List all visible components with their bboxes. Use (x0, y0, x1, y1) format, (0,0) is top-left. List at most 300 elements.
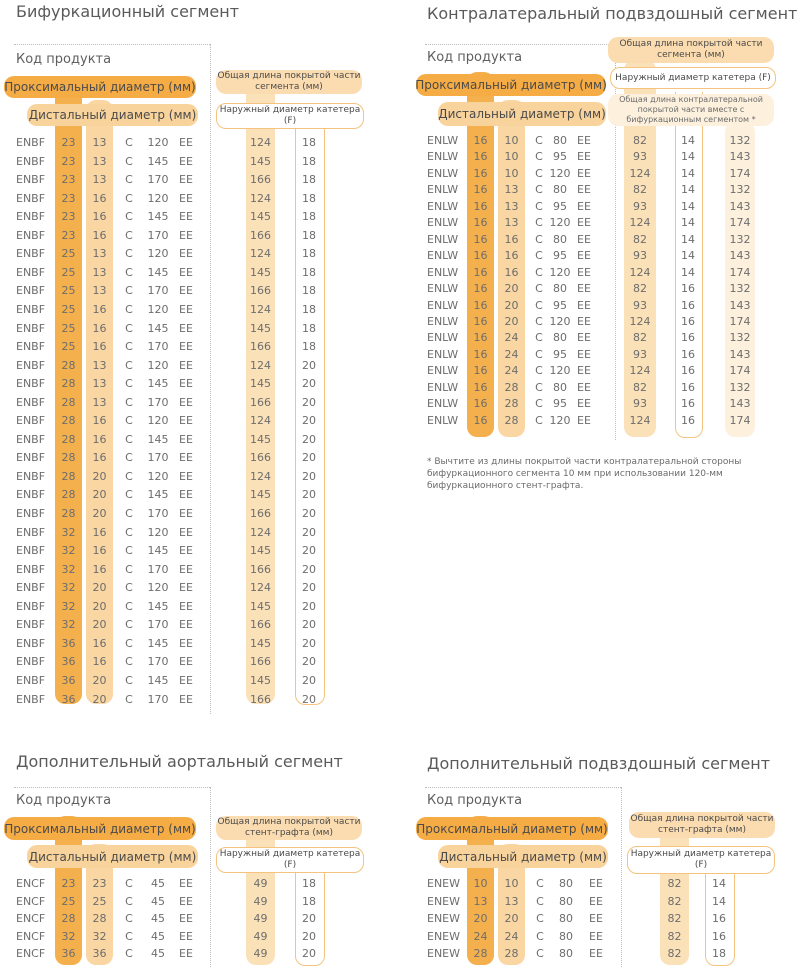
covered-length-cell: 49 (253, 912, 268, 926)
table-row (0, 618, 380, 635)
length-cell: 120 (147, 247, 169, 261)
covered-length-cell: 82 (667, 912, 682, 926)
catheter-diameter-cell: 16 (681, 380, 695, 394)
catheter-diameter-cell: 20 (302, 432, 316, 446)
proximal-diameter-cell: 10 (473, 877, 488, 890)
covered-length-cell: 166 (250, 562, 271, 576)
distal-diameter-cell: 13 (92, 136, 107, 149)
type-cell: C (535, 397, 543, 411)
type-cell: C (125, 488, 133, 502)
length-cell: 45 (151, 912, 165, 926)
product-code-cell: ENBF (16, 173, 46, 187)
suffix-cell: EE (179, 599, 193, 613)
catheter-diameter-cell: 20 (302, 673, 316, 687)
catheter-diameter-cell: 14 (712, 894, 726, 908)
type-cell: C (125, 451, 133, 465)
catheter-diameter-cell: 20 (302, 912, 316, 926)
type-cell: C (535, 298, 543, 312)
length-cell: 120 (147, 525, 169, 539)
proximal-diameter-cell: 23 (61, 154, 76, 168)
distal-diameter-cell: 10 (504, 166, 519, 180)
proximal-diameter-cell: 36 (61, 947, 76, 961)
covered-length-cell: 124 (250, 469, 271, 483)
table-row (0, 303, 380, 320)
type-cell: C (125, 191, 133, 205)
product-code-cell: ENBF (16, 432, 46, 446)
type-cell: C (536, 947, 544, 961)
covered-length-cell: 49 (253, 947, 268, 961)
product-code-cell: ENLW (427, 150, 459, 164)
distal-diameter-cell: 13 (92, 395, 107, 409)
length-cell: 120 (147, 414, 169, 428)
type-cell: C (535, 265, 543, 279)
product-code-cell: ENBF (16, 302, 46, 316)
suffix-cell: EE (179, 210, 193, 224)
type-cell: C (536, 877, 544, 890)
distal-diameter-cell: 16 (92, 451, 107, 465)
product-code-cell: ENLW (427, 282, 459, 296)
covered-length-cell: 93 (633, 199, 647, 213)
product-code-label: Код продукта (16, 52, 112, 67)
suffix-cell: EE (179, 265, 193, 279)
catheter-diameter-header: Наружный диаметр катетера (F) (216, 103, 364, 129)
distal-diameter-cell: 32 (92, 929, 107, 943)
product-code-cell: ENCF (16, 877, 46, 890)
catheter-diameter-cell: 18 (302, 154, 316, 168)
suffix-cell: EE (179, 636, 193, 650)
product-code-label: Код продукта (427, 50, 523, 65)
type-cell: C (125, 525, 133, 539)
suffix-cell: EE (577, 347, 591, 361)
proximal-diameter-cell: 32 (61, 544, 76, 558)
type-cell: C (535, 331, 543, 345)
product-code-cell: ENLW (427, 183, 459, 197)
product-code-cell: ENCF (16, 947, 46, 961)
product-code-label: Код продукта (427, 793, 523, 808)
product-code-cell: ENBF (16, 228, 46, 242)
catheter-diameter-cell: 14 (681, 166, 695, 180)
type-cell: C (535, 199, 543, 213)
length-cell: 170 (147, 284, 169, 298)
catheter-diameter-cell: 18 (302, 210, 316, 224)
distal-diameter-cell: 20 (92, 692, 107, 706)
catheter-diameter-cell: 20 (302, 544, 316, 558)
product-code-cell: ENBF (16, 247, 46, 261)
proximal-diameter-cell: 20 (473, 912, 488, 926)
type-cell: C (535, 183, 543, 197)
covered-length-cell: 145 (250, 210, 271, 224)
type-cell: C (535, 216, 543, 230)
length-cell: 80 (553, 380, 567, 394)
proximal-diameter-cell: 32 (61, 618, 76, 632)
product-code-cell: ENBF (16, 544, 46, 558)
proximal-diameter-cell: 16 (473, 298, 488, 312)
table-row (0, 451, 380, 468)
table-row (413, 233, 793, 250)
covered-length-cell: 82 (667, 929, 682, 943)
distal-diameter-cell: 10 (504, 150, 519, 164)
covered-length-cell: 49 (253, 894, 268, 908)
length-cell: 120 (549, 166, 571, 180)
product-code-cell: ENBF (16, 562, 46, 576)
covered-length-cell: 49 (253, 877, 268, 890)
proximal-diameter-cell: 25 (61, 340, 76, 354)
table-row (0, 192, 380, 209)
aortic-extension-title: Дополнительный аортальный сегмент (16, 752, 343, 771)
table-row (0, 136, 380, 153)
catheter-diameter-cell: 16 (681, 314, 695, 328)
product-code-cell: ENEW (427, 947, 461, 961)
catheter-diameter-cell: 16 (712, 912, 726, 926)
length-cell: 80 (559, 947, 573, 961)
proximal-diameter-cell: 25 (61, 247, 76, 261)
type-cell: C (125, 562, 133, 576)
type-cell: C (125, 414, 133, 428)
suffix-cell: EE (589, 877, 603, 890)
table-row (0, 284, 380, 301)
table-row (413, 348, 793, 365)
distal-diameter-cell: 25 (92, 894, 107, 908)
type-cell: C (535, 249, 543, 263)
product-code-cell: ENBF (16, 210, 46, 224)
suffix-cell: EE (179, 191, 193, 205)
length-cell: 95 (553, 199, 567, 213)
suffix-cell: EE (179, 302, 193, 316)
type-cell: C (125, 432, 133, 446)
proximal-diameter-cell: 16 (473, 314, 488, 328)
distal-diameter-cell: 28 (504, 947, 519, 961)
product-code-cell: ENLW (427, 232, 459, 246)
length-cell: 95 (553, 249, 567, 263)
total-length-cell: 174 (729, 413, 751, 427)
product-code-cell: ENBF (16, 507, 46, 520)
suffix-cell: EE (577, 249, 591, 263)
covered-length-header: Общая длина покрытой части стент-графта (мм) (217, 817, 361, 838)
length-cell: 170 (147, 507, 169, 520)
type-cell: C (535, 282, 543, 296)
suffix-cell: EE (577, 413, 591, 427)
type-cell: C (125, 210, 133, 224)
length-cell: 145 (147, 673, 169, 687)
proximal-diameter-header: Проксимальный диаметр (мм) (4, 817, 196, 840)
catheter-diameter-header: Наружный диаметр катетера (F) (627, 846, 775, 874)
suffix-cell: EE (179, 562, 193, 576)
suffix-cell: EE (589, 912, 603, 926)
proximal-diameter-cell: 16 (473, 364, 488, 378)
covered-length-cell: 166 (250, 228, 271, 242)
suffix-cell: EE (179, 432, 193, 446)
catheter-diameter-cell: 14 (681, 232, 695, 246)
proximal-diameter-cell: 13 (473, 894, 488, 908)
covered-length-cell: 82 (633, 380, 647, 394)
length-cell: 95 (553, 298, 567, 312)
type-cell: C (125, 136, 133, 149)
distal-diameter-cell: 16 (92, 562, 107, 576)
catheter-diameter-cell: 18 (302, 284, 316, 298)
total-length-cell: 174 (729, 216, 751, 230)
suffix-cell: EE (577, 134, 591, 147)
product-code-cell: ENCF (16, 894, 46, 908)
table-row (413, 947, 793, 964)
length-cell: 120 (147, 302, 169, 316)
covered-length-cell: 145 (250, 154, 271, 168)
suffix-cell: EE (179, 894, 193, 908)
proximal-diameter-cell: 16 (473, 397, 488, 411)
length-cell: 80 (553, 331, 567, 345)
length-cell: 170 (147, 451, 169, 465)
table-row (0, 229, 380, 246)
product-code-cell: ENBF (16, 488, 46, 502)
total-length-cell: 143 (729, 397, 751, 411)
suffix-cell: EE (179, 247, 193, 261)
type-cell: C (125, 358, 133, 372)
aortic-extension-section (0, 750, 400, 974)
iliac-extension-title: Дополнительный подвздошный сегмент (427, 754, 771, 773)
table-row (0, 526, 380, 543)
type-cell: C (535, 134, 543, 147)
length-cell: 95 (553, 150, 567, 164)
catheter-diameter-cell: 18 (302, 247, 316, 261)
catheter-diameter-cell: 14 (681, 216, 695, 230)
table-row (0, 674, 380, 691)
suffix-cell: EE (577, 166, 591, 180)
proximal-diameter-cell: 16 (473, 166, 488, 180)
product-code-cell: ENLW (427, 265, 459, 279)
distal-diameter-cell: 16 (92, 340, 107, 354)
distal-diameter-cell: 28 (504, 380, 519, 394)
table-row (0, 488, 380, 505)
table-row (413, 282, 793, 299)
type-cell: C (535, 364, 543, 378)
contralateral-iliac-segment-section (413, 0, 801, 500)
catheter-diameter-cell: 14 (681, 265, 695, 279)
distal-diameter-header: Дистальный диаметр (мм) (438, 102, 606, 126)
length-cell: 80 (553, 134, 567, 147)
distal-diameter-cell: 10 (504, 877, 519, 890)
proximal-diameter-cell: 32 (61, 525, 76, 539)
distal-diameter-cell: 13 (92, 284, 107, 298)
table-row (413, 167, 793, 184)
product-code-cell: ENCF (16, 929, 46, 943)
length-cell: 120 (147, 191, 169, 205)
covered-length-cell: 145 (250, 673, 271, 687)
suffix-cell: EE (577, 380, 591, 394)
product-code-cell: ENBF (16, 618, 46, 632)
distal-diameter-cell: 16 (92, 655, 107, 669)
product-code-cell: ENLW (427, 298, 459, 312)
catheter-diameter-header: Наружный диаметр катетера (F) (610, 67, 776, 89)
covered-length-cell: 124 (250, 247, 271, 261)
product-code-cell: ENEW (427, 877, 461, 890)
covered-length-cell: 145 (250, 321, 271, 335)
type-cell: C (536, 912, 544, 926)
distal-diameter-cell: 13 (92, 358, 107, 372)
distal-diameter-cell: 28 (504, 397, 519, 411)
table-row (413, 216, 793, 233)
distal-diameter-cell: 36 (92, 947, 107, 961)
type-cell: C (125, 692, 133, 706)
type-cell: C (125, 877, 133, 890)
length-cell: 120 (147, 136, 169, 149)
suffix-cell: EE (179, 544, 193, 558)
type-cell: C (535, 314, 543, 328)
distal-diameter-cell: 28 (92, 912, 107, 926)
table-row (413, 414, 793, 431)
type-cell: C (125, 581, 133, 595)
distal-diameter-cell: 20 (92, 469, 107, 483)
covered-length-cell: 166 (250, 618, 271, 632)
proximal-diameter-cell: 16 (473, 265, 488, 279)
suffix-cell: EE (179, 451, 193, 465)
covered-length-cell: 166 (250, 340, 271, 354)
product-code-cell: ENLW (427, 413, 459, 427)
product-code-cell: ENBF (16, 599, 46, 613)
proximal-diameter-cell: 16 (473, 183, 488, 197)
catheter-diameter-cell: 20 (302, 929, 316, 943)
covered-length-cell: 93 (633, 347, 647, 361)
type-cell: C (125, 599, 133, 613)
product-code-cell: ENBF (16, 284, 46, 298)
table-row (413, 364, 793, 381)
length-cell: 170 (147, 618, 169, 632)
catheter-diameter-cell: 20 (302, 581, 316, 595)
product-code-cell: ENBF (16, 414, 46, 428)
covered-length-cell: 145 (250, 377, 271, 391)
length-cell: 145 (147, 377, 169, 391)
proximal-diameter-cell: 16 (473, 232, 488, 246)
length-cell: 80 (553, 183, 567, 197)
type-cell: C (535, 150, 543, 164)
catheter-diameter-cell: 20 (302, 947, 316, 961)
suffix-cell: EE (179, 947, 193, 961)
type-cell: C (125, 544, 133, 558)
product-code-cell: ENBF (16, 636, 46, 650)
catheter-diameter-cell: 16 (681, 331, 695, 345)
distal-diameter-cell: 20 (504, 314, 519, 328)
catheter-diameter-cell: 20 (302, 377, 316, 391)
suffix-cell: EE (577, 314, 591, 328)
length-cell: 170 (147, 562, 169, 576)
distal-diameter-cell: 10 (504, 134, 519, 147)
distal-diameter-cell: 13 (504, 216, 519, 230)
distal-diameter-cell: 24 (504, 347, 519, 361)
covered-length-cell: 124 (250, 358, 271, 372)
covered-length-cell: 166 (250, 451, 271, 465)
suffix-cell: EE (589, 947, 603, 961)
covered-length-cell: 145 (250, 488, 271, 502)
total-length-cell: 174 (729, 364, 751, 378)
table-row (0, 930, 380, 947)
type-cell: C (535, 380, 543, 394)
type-cell: C (125, 469, 133, 483)
length-cell: 170 (147, 228, 169, 242)
proximal-diameter-cell: 16 (473, 380, 488, 394)
product-code-cell: ENBF (16, 451, 46, 465)
length-cell: 170 (147, 655, 169, 669)
table-row (413, 200, 793, 217)
type-cell: C (125, 302, 133, 316)
proximal-diameter-cell: 28 (61, 469, 76, 483)
covered-length-cell: 82 (633, 331, 647, 345)
bifurcated-segment-title: Бифуркационный сегмент (16, 2, 240, 21)
suffix-cell: EE (179, 321, 193, 335)
total-length-cell: 143 (729, 298, 751, 312)
catheter-diameter-cell: 18 (302, 302, 316, 316)
product-code-cell: ENCF (16, 912, 46, 926)
suffix-cell: EE (179, 284, 193, 298)
proximal-diameter-cell: 25 (61, 284, 76, 298)
total-length-cell: 174 (729, 314, 751, 328)
total-length-cell: 132 (729, 331, 751, 345)
table-row (413, 877, 793, 894)
catheter-diameter-cell: 18 (302, 340, 316, 354)
covered-length-cell: 166 (250, 655, 271, 669)
product-code-cell: ENBF (16, 469, 46, 483)
catheter-diameter-cell: 16 (681, 282, 695, 296)
suffix-cell: EE (577, 397, 591, 411)
distal-diameter-cell: 23 (92, 877, 107, 890)
bifurcated-segment-section (0, 0, 400, 720)
distal-diameter-cell: 16 (92, 525, 107, 539)
product-code-cell: ENBF (16, 692, 46, 706)
suffix-cell: EE (577, 150, 591, 164)
suffix-cell: EE (577, 282, 591, 296)
proximal-diameter-cell: 16 (473, 150, 488, 164)
product-code-cell: ENLW (427, 347, 459, 361)
footnote: * Вычтите из длины покрытой части контралатеральной стороны бифуркационного сегмента 10 мм при использовании 120-мм бифуркационного стент-графта. (427, 457, 742, 491)
length-cell: 45 (151, 947, 165, 961)
suffix-cell: EE (577, 216, 591, 230)
table-row (0, 563, 380, 580)
covered-length-cell: 124 (250, 414, 271, 428)
covered-length-cell: 93 (633, 397, 647, 411)
length-cell: 170 (147, 692, 169, 706)
table-row (0, 877, 380, 894)
distal-diameter-cell: 20 (504, 298, 519, 312)
distal-diameter-cell: 16 (92, 414, 107, 428)
distal-diameter-cell: 20 (92, 507, 107, 520)
length-cell: 170 (147, 173, 169, 187)
suffix-cell: EE (577, 331, 591, 345)
header-divider (14, 44, 210, 45)
length-cell: 80 (559, 929, 573, 943)
distal-diameter-cell: 16 (92, 636, 107, 650)
product-code-cell: ENLW (427, 331, 459, 345)
distal-diameter-cell: 16 (504, 265, 519, 279)
catheter-diameter-cell: 14 (681, 249, 695, 263)
suffix-cell: EE (179, 655, 193, 669)
proximal-diameter-cell: 16 (473, 249, 488, 263)
distal-diameter-header: Дистальный диаметр (мм) (438, 845, 608, 868)
table-row (413, 266, 793, 283)
distal-diameter-cell: 13 (92, 247, 107, 261)
covered-length-cell: 166 (250, 284, 271, 298)
proximal-diameter-cell: 32 (61, 929, 76, 943)
type-cell: C (125, 655, 133, 669)
distal-diameter-cell: 24 (504, 364, 519, 378)
catheter-diameter-cell: 20 (302, 469, 316, 483)
table-row (0, 247, 380, 264)
proximal-diameter-header: Проксимальный диаметр (мм) (4, 76, 196, 98)
proximal-diameter-cell: 25 (61, 302, 76, 316)
type-cell: C (536, 929, 544, 943)
proximal-diameter-cell: 23 (61, 228, 76, 242)
covered-length-cell: 124 (250, 525, 271, 539)
suffix-cell: EE (179, 525, 193, 539)
length-cell: 120 (549, 216, 571, 230)
covered-length-cell: 124 (629, 216, 651, 230)
length-cell: 145 (147, 210, 169, 224)
